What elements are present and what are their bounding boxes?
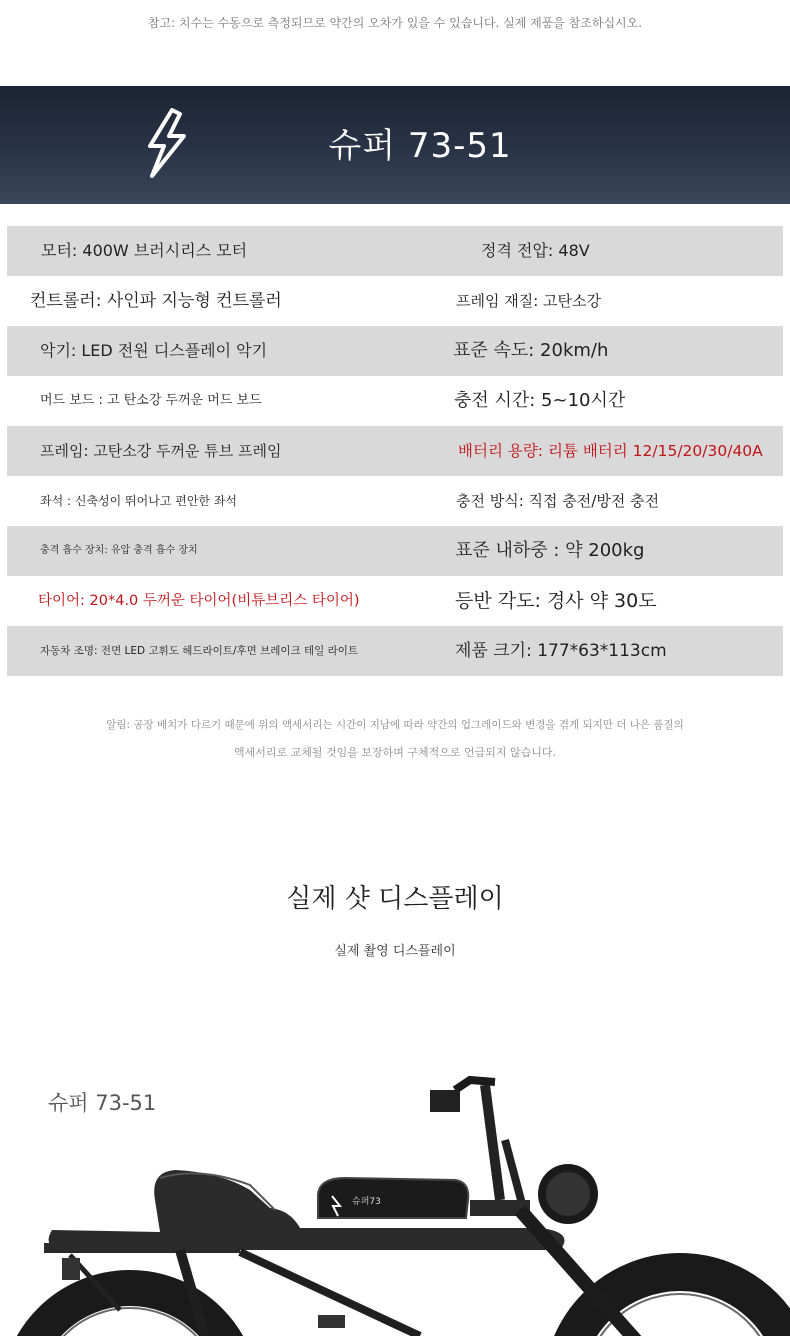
spec-frame: 프레임: 고탄소강 두꺼운 튜브 프레임 [40, 442, 282, 460]
spec-motor: 모터: 400W 브러시리스 모터 [41, 241, 248, 260]
spec-row [7, 276, 783, 326]
battery-pack [318, 1178, 468, 1218]
spec-instrument: 악기: LED 전원 디스플레이 악기 [40, 341, 268, 360]
section-title: 실제 샷 디스플레이 [286, 884, 504, 914]
spec-controller: 컨트롤러: 사인파 지능형 컨트롤러 [30, 291, 282, 311]
photo-product-label: 슈퍼 73-51 [48, 1091, 157, 1115]
section-subtitle: 실제 촬영 디스플레이 [334, 944, 456, 959]
spec-battery: 배터리 용량: 리튬 배터리 12/15/20/30/40A [458, 442, 763, 460]
measurement-note: 참고: 치수는 수동으로 측정되므로 약간의 오차가 있을 수 있습니다. 실제 제품을 참조하십시오. [147, 16, 643, 30]
rear-wheel [18, 1288, 242, 1336]
spec-row [7, 476, 783, 526]
spec-shock-absorber: 충격 흡수 장치: 유압 충격 흡수 장치 [40, 545, 198, 556]
notice-line-2: 액세서리로 교체될 것임을 보장하며 구체적으로 언급되지 않습니다. [233, 746, 556, 759]
spec-mudguard: 머드 보드 : 고 탄소강 두꺼운 머드 보드 [40, 393, 262, 408]
spec-row [7, 326, 783, 376]
banner-title: 슈퍼 73-51 [328, 126, 512, 166]
spec-speed: 표준 속도: 20km/h [453, 340, 609, 361]
battery-brand-label: 슈퍼73 [352, 1197, 381, 1207]
spec-dimensions: 제품 크기: 177*63*113cm [455, 641, 667, 661]
spec-climb-angle: 등반 각도: 경사 약 30도 [455, 590, 657, 612]
spec-seat: 좌석 : 신축성이 뛰어나고 편안한 좌석 [40, 494, 237, 508]
spec-row [7, 426, 783, 476]
spec-charge-method: 충전 방식: 직접 충전/방전 충전 [456, 492, 660, 510]
spec-frame-material: 프레임 재질: 고탄소강 [456, 292, 602, 310]
notice-line-1: 알림: 공장 배치가 다르기 때문에 위의 액세서리는 시간이 지남에 따라 약간의 업그레이드와 변경을 겪게 되지만 더 나은 품질의 [106, 719, 684, 731]
spec-load: 표준 내하중 : 약 200kg [455, 540, 645, 561]
spec-row [7, 526, 783, 576]
spec-row [7, 626, 783, 676]
spec-lighting: 자동차 조명: 전면 LED 고휘도 헤드라이트/후면 브레이크 테일 라이트 [40, 645, 359, 657]
spec-table [7, 226, 783, 676]
spec-row [7, 376, 783, 426]
spec-voltage: 정격 전압: 48V [481, 241, 590, 260]
spec-row [7, 576, 783, 626]
spec-tire: 타이어: 20*4.0 두꺼운 타이어(비튜브리스 타이어) [38, 593, 360, 609]
spec-charge-time: 충전 시간: 5~10시간 [454, 390, 626, 411]
spec-row [7, 226, 783, 276]
